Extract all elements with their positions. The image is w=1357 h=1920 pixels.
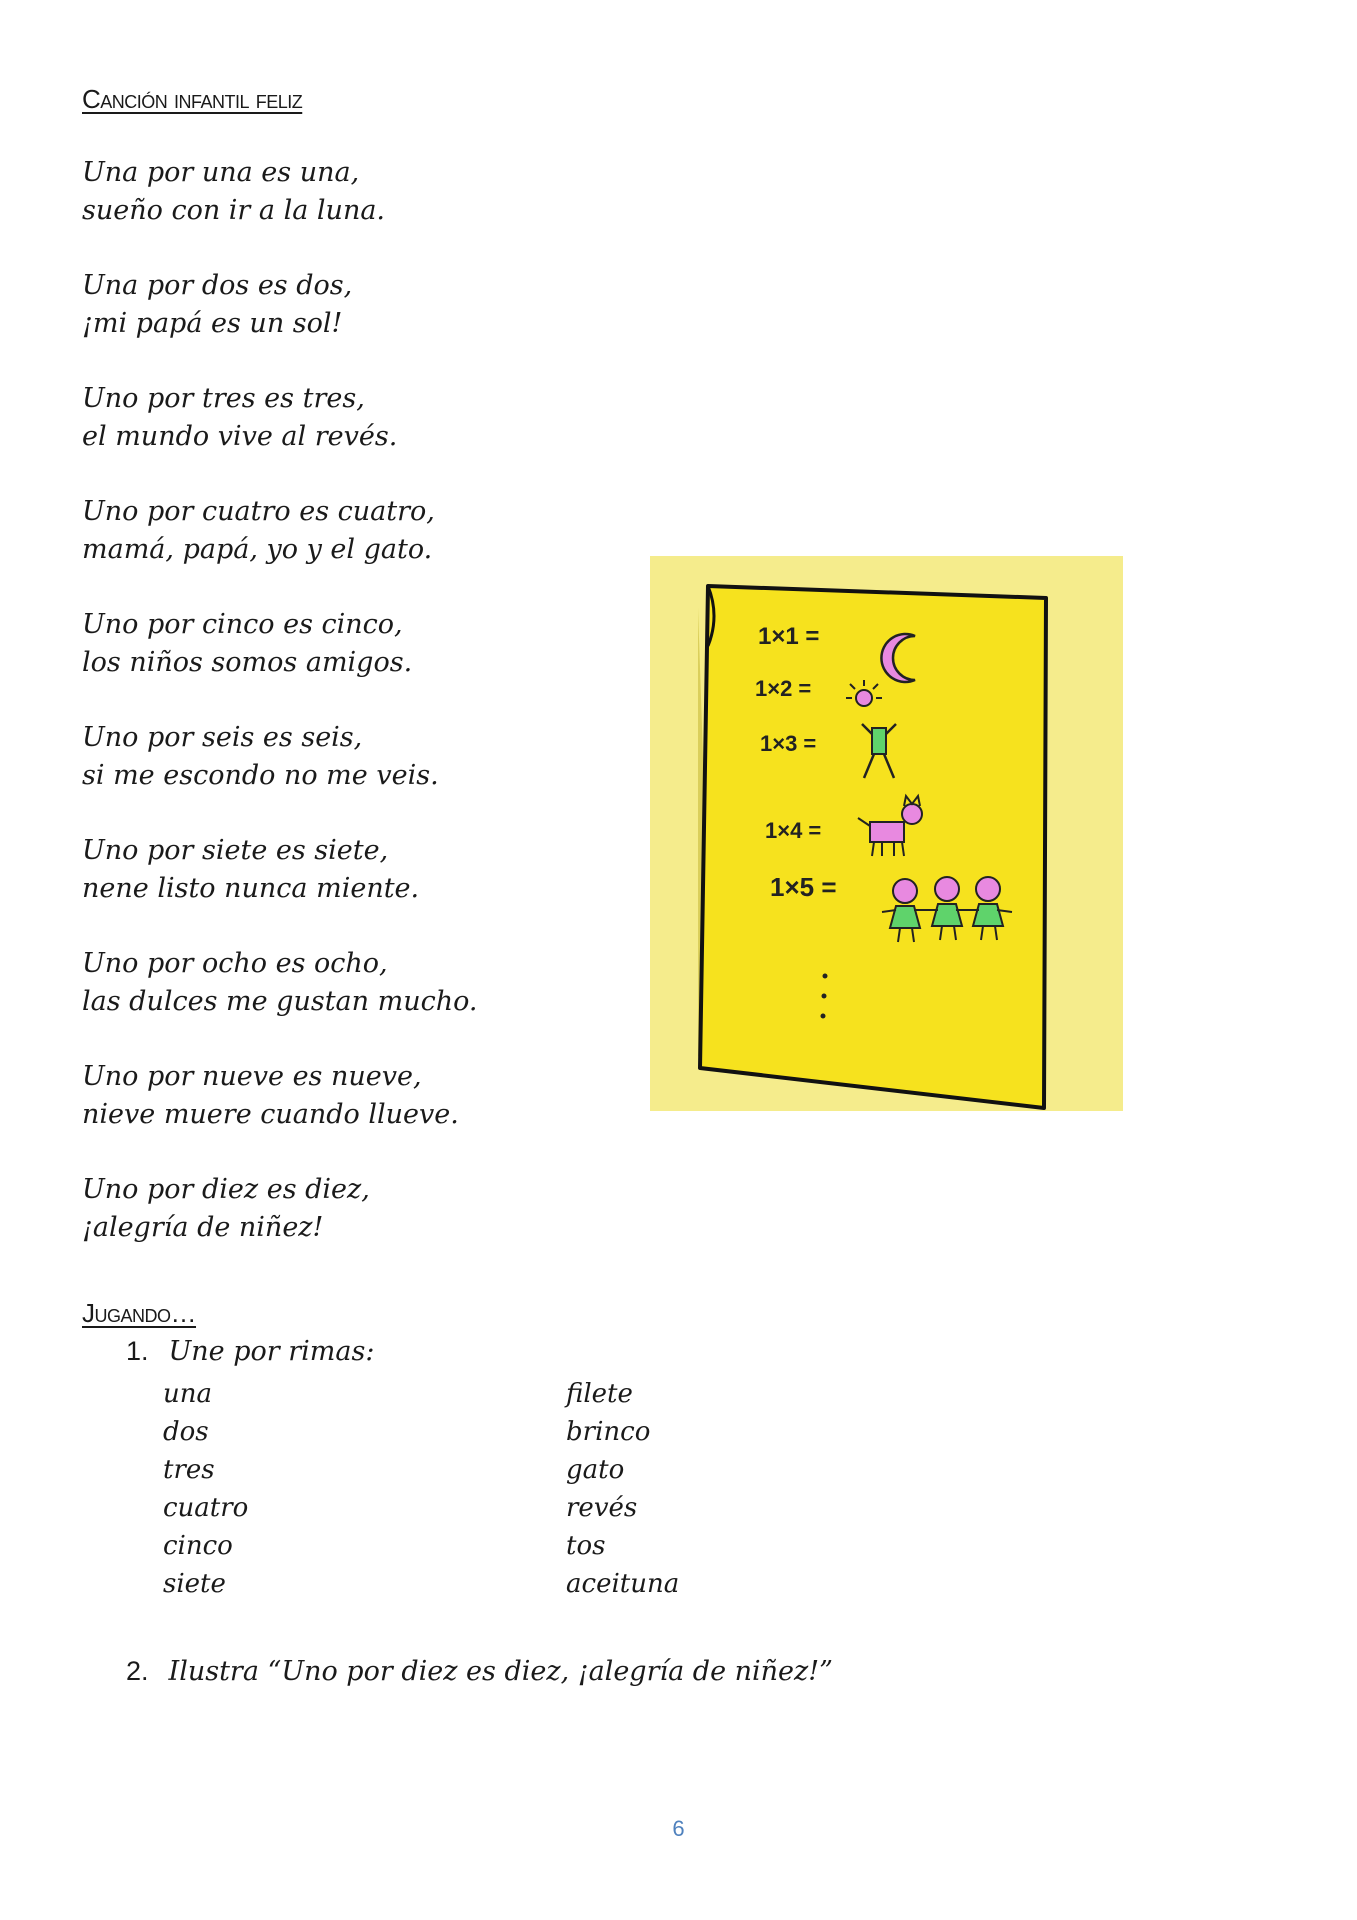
stanza: [82, 267, 642, 343]
stanza: [82, 945, 642, 1021]
poem-line: Una por dos es dos,: [82, 270, 353, 301]
word-item: cuatro: [163, 1493, 249, 1523]
word-item: filete: [566, 1379, 633, 1409]
row-label-1x5: 1×5 =: [770, 872, 837, 902]
poem-line: Uno por tres es tres,: [82, 383, 365, 414]
stanza: [82, 493, 642, 569]
exercise-1: [126, 1336, 374, 1367]
word-item: gato: [566, 1455, 625, 1485]
word-item: aceituna: [566, 1569, 680, 1599]
poem-line: Uno por cuatro es cuatro,: [82, 496, 435, 527]
poem-line: ¡mi papá es un sol!: [82, 308, 343, 339]
section-title: Jugando…: [82, 1298, 197, 1328]
page-title: Canción infantil feliz: [82, 84, 303, 114]
poem-line: nieve muere cuando llueve.: [82, 1099, 459, 1130]
row-label-1x1: 1×1 =: [758, 623, 820, 650]
exercise-label: Une por rimas:: [168, 1336, 375, 1367]
poem-line: Uno por seis es seis,: [82, 722, 363, 753]
exercise-number: 2.: [126, 1656, 149, 1686]
exercise-2: [126, 1656, 833, 1687]
stanza: [82, 606, 642, 682]
poem-line: Una por una es una,: [82, 157, 360, 188]
poem-line: Uno por siete es siete,: [82, 835, 389, 866]
stanza: [82, 380, 642, 456]
multiplication-illustration: [650, 556, 1123, 1111]
poem-line: sueño con ir a la luna.: [82, 195, 386, 226]
poem: [82, 154, 642, 1284]
poem-line: Uno por diez es diez,: [82, 1174, 370, 1205]
poem-line: nene listo nunca miente.: [82, 873, 420, 904]
page-number: 6: [672, 1816, 685, 1841]
word-item: brinco: [566, 1417, 651, 1447]
poem-line: las dulces me gustan mucho.: [82, 986, 478, 1017]
stanza: [82, 832, 642, 908]
exercise-number: 1.: [126, 1336, 149, 1366]
poem-line: si me escondo no me veis.: [82, 760, 439, 791]
poem-line: mamá, papá, yo y el gato.: [82, 534, 433, 565]
stanza: [82, 154, 642, 230]
word-item: tos: [566, 1531, 606, 1561]
rhyme-words-left: [163, 1375, 248, 1603]
word-item: dos: [163, 1417, 209, 1447]
rhyme-words-right: [566, 1375, 679, 1603]
row-label-1x2: 1×2 =: [755, 676, 812, 701]
poem-line: el mundo vive al revés.: [82, 421, 398, 452]
stanza: [82, 719, 642, 795]
poem-line: los niños somos amigos.: [82, 647, 413, 678]
word-item: revés: [566, 1493, 638, 1523]
word-item: tres: [163, 1455, 215, 1485]
stanza: [82, 1058, 642, 1134]
word-item: siete: [163, 1569, 226, 1599]
word-item: cinco: [163, 1531, 233, 1561]
poem-line: ¡alegría de niñez!: [82, 1212, 324, 1243]
stanza: [82, 1171, 642, 1247]
word-item: una: [163, 1379, 212, 1409]
exercise-label: Ilustra “Uno por diez es diez, ¡alegría de niñez!”: [168, 1656, 833, 1687]
row-label-1x4: 1×4 =: [765, 818, 822, 843]
poem-line: Uno por ocho es ocho,: [82, 948, 388, 979]
poem-line: Uno por nueve es nueve,: [82, 1061, 422, 1092]
row-label-1x3: 1×3 =: [760, 731, 817, 756]
poem-line: Uno por cinco es cinco,: [82, 609, 403, 640]
